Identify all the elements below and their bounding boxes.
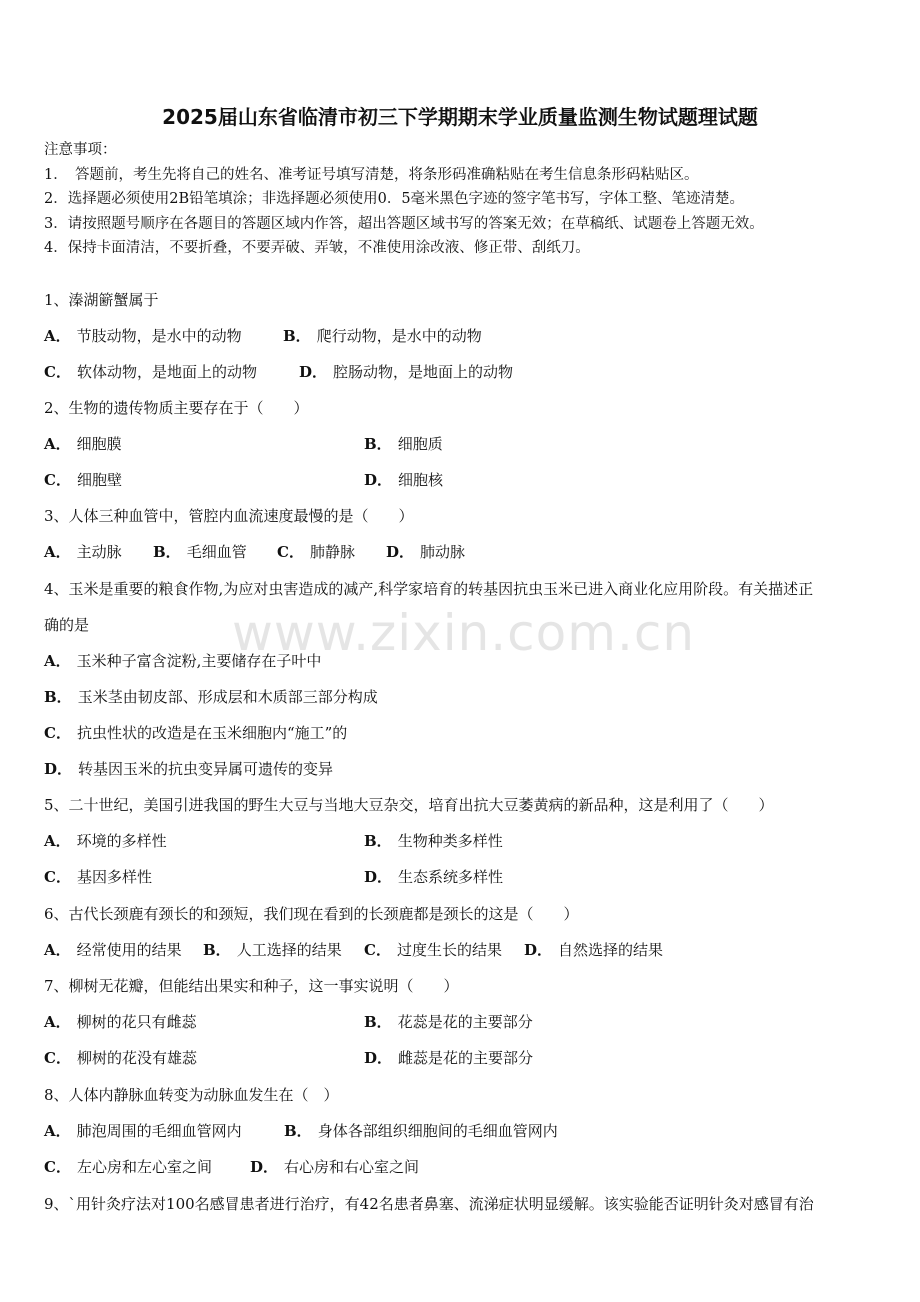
option-b (203, 939, 342, 960)
option-label: A． (44, 941, 71, 959)
option-text: 玉米种子富含淀粉,主要储存在子叶中 (76, 652, 322, 670)
question-stem: 7、柳树无花瓣，但能结出果实和种子，这一事实说明（ ） (44, 977, 459, 995)
question-stem-continued: 确的是 (44, 616, 90, 634)
option-label: B． (364, 832, 392, 850)
option-label: A． (44, 327, 71, 345)
option-b (284, 1120, 558, 1141)
option-text: 节肢动物，是水中的动物 (76, 327, 242, 345)
notice-item: 4．保持卡面清洁，不要折叠，不要弄破、弄皱，不准使用涂改液、修正带、刮纸刀。 (44, 240, 590, 256)
option-label: B． (203, 941, 231, 959)
option-text: 过度生长的结果 (396, 941, 502, 959)
option-text: 转基因玉米的抗虫变异属可遗传的变异 (78, 760, 334, 778)
option-b (364, 830, 503, 851)
question-stem: 1、溱湖簖蟹属于 (44, 291, 159, 309)
option-d (364, 469, 443, 490)
option-a (44, 1011, 197, 1032)
notice-item: 3．请按照题号顺序在各题目的答题区域内作答，超出答题区域书写的答案无效；在草稿纸、试题卷上答题无效。 (44, 216, 764, 232)
option-b (153, 541, 247, 562)
option-d (524, 939, 663, 960)
option-c (44, 1047, 197, 1068)
option-text: 软体动物，是地面上的动物 (76, 363, 257, 381)
option-text: 细胞质 (397, 435, 443, 453)
option-d (364, 1047, 533, 1068)
option-c (44, 361, 257, 382)
option-text: 基因多样性 (76, 868, 152, 886)
option-text: 抗虫性状的改造是在玉米细胞内“施工”的 (76, 724, 348, 742)
option-label: D． (250, 1158, 279, 1176)
notice-item: 2．选择题必须使用2B铅笔填涂；非选择题必须使用0．5毫米黑色字迹的签字笔书写，字体工整、笔迹清楚。 (44, 191, 745, 207)
option-label: A． (44, 1013, 71, 1031)
option-c (44, 722, 347, 743)
option-label: D． (386, 543, 415, 561)
option-b (364, 1011, 533, 1032)
option-text: 柳树的花只有雌蕊 (76, 1013, 197, 1031)
option-label: C． (44, 868, 71, 886)
option-label: C． (44, 363, 71, 381)
option-b (44, 686, 378, 707)
option-label: D． (524, 941, 553, 959)
option-label: B． (153, 543, 181, 561)
page-title: 2025届山东省临清市初三下学期期末学业质量监测生物试题理试题 (162, 105, 758, 129)
question-stem: 4、玉米是重要的粮食作物,为应对虫害造成的减产,科学家培育的转基因抗虫玉米已进入商业化应用阶段。有关描述正 (44, 580, 814, 598)
option-text: 肺泡周围的毛细血管网内 (76, 1122, 242, 1140)
option-text: 生态系统多样性 (398, 868, 504, 886)
option-c (277, 541, 355, 562)
option-label: D． (299, 363, 328, 381)
option-a (44, 433, 122, 454)
option-text: 生物种类多样性 (397, 832, 503, 850)
option-label: C． (44, 1049, 71, 1067)
option-label: C． (44, 471, 71, 489)
notice-heading: 注意事项： (44, 142, 117, 158)
option-label: D． (364, 471, 393, 489)
option-label: C． (364, 941, 391, 959)
option-label: D． (364, 1049, 393, 1067)
option-text: 柳树的花没有雄蕊 (76, 1049, 197, 1067)
option-text: 腔肠动物，是地面上的动物 (333, 363, 514, 381)
option-text: 玉米茎由韧皮部、形成层和木质部三部分构成 (77, 688, 378, 706)
option-a (44, 830, 167, 851)
option-text: 身体各部组织细胞间的毛细血管网内 (317, 1122, 558, 1140)
option-c (44, 1156, 212, 1177)
option-c (364, 939, 502, 960)
question-stem: 3、人体三种血管中，管腔内血流速度最慢的是（ ） (44, 507, 414, 525)
option-label: B． (284, 1122, 312, 1140)
option-label: A． (44, 652, 71, 670)
question-stem: 9、`用针灸疗法对100名感冒患者进行治疗，有42名患者鼻塞、流涕症状明显缓解。该实验能否证明针灸对感冒有治 (44, 1195, 814, 1213)
option-label: B． (364, 435, 392, 453)
option-label: C． (44, 1158, 71, 1176)
option-text: 细胞膜 (76, 435, 122, 453)
option-label: D． (364, 868, 393, 886)
question-stem: 5、二十世纪，美国引进我国的野生大豆与当地大豆杂交，培育出抗大豆萎黄病的新品种，这是利用了（ ） (44, 796, 774, 814)
option-label: C． (277, 543, 304, 561)
option-text: 肺静脉 (309, 543, 355, 561)
option-text: 左心房和左心室之间 (76, 1158, 212, 1176)
question-stem: 2、生物的遗传物质主要存在于（ ） (44, 399, 309, 417)
option-c (44, 866, 152, 887)
option-a (44, 541, 122, 562)
option-d (386, 541, 465, 562)
question-stem: 6、古代长颈鹿有颈长的和颈短，我们现在看到的长颈鹿都是颈长的这是（ ） (44, 905, 579, 923)
option-text: 主动脉 (76, 543, 122, 561)
option-c (44, 469, 122, 490)
option-a (44, 939, 182, 960)
option-label: A． (44, 435, 71, 453)
notice-item: 1． 答题前，考生先将自己的姓名、准考证号填写清楚，将条形码准确粘贴在考生信息条形码粘贴区。 (44, 167, 699, 183)
option-text: 细胞核 (398, 471, 444, 489)
option-d (250, 1156, 419, 1177)
option-text: 右心房和右心室之间 (284, 1158, 420, 1176)
option-text: 爬行动物，是水中的动物 (316, 327, 482, 345)
option-text: 毛细血管 (186, 543, 247, 561)
option-d (299, 361, 513, 382)
option-text: 环境的多样性 (76, 832, 167, 850)
option-d (364, 866, 503, 887)
option-d (44, 758, 333, 779)
option-label: B． (44, 688, 72, 706)
option-label: A． (44, 543, 71, 561)
option-text: 经常使用的结果 (76, 941, 182, 959)
option-label: B． (364, 1013, 392, 1031)
option-text: 雌蕊是花的主要部分 (398, 1049, 534, 1067)
option-label: A． (44, 832, 71, 850)
option-label: B． (283, 327, 311, 345)
option-b (283, 325, 482, 346)
option-text: 自然选择的结果 (558, 941, 664, 959)
option-text: 人工选择的结果 (236, 941, 342, 959)
option-b (364, 433, 443, 454)
option-text: 花蕊是花的主要部分 (397, 1013, 533, 1031)
option-a (44, 325, 242, 346)
watermark: www.zixin.com.cn (232, 604, 696, 662)
option-a (44, 1120, 242, 1141)
option-label: D． (44, 760, 73, 778)
option-label: A． (44, 1122, 71, 1140)
option-label: C． (44, 724, 71, 742)
option-text: 肺动脉 (420, 543, 466, 561)
option-text: 细胞壁 (76, 471, 122, 489)
question-stem: 8、人体内静脉血转变为动脉血发生在（ ） (44, 1086, 339, 1104)
